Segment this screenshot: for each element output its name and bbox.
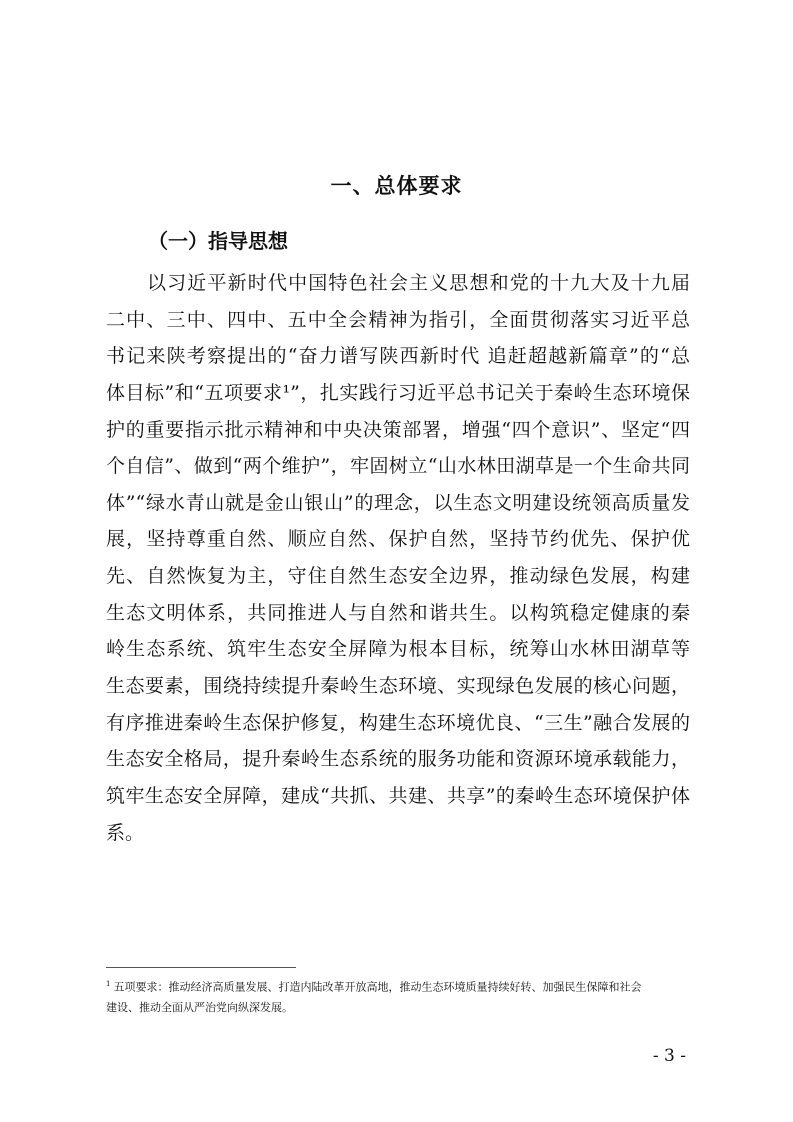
sub-title: （一）指导思想 [148, 229, 288, 253]
footnote-marker: 1 [106, 980, 111, 988]
footnote-divider [106, 967, 296, 968]
paragraph-line: 个自信”、做到“两个维护”，牢固树立“山水林田湖草是一个生命共同 [106, 455, 690, 478]
paragraph-line: 系。 [106, 821, 145, 844]
footnote-line [106, 974, 696, 998]
paragraph-line: 体目标”和“五项要求¹”，扎实践行习近平总书记关于秦岭生态环境保 [106, 381, 690, 404]
section-title: 一、总体要求 [330, 174, 463, 198]
paragraph-line: 筑牢生态安全屏障，建成“共抓、共建、共享”的秦岭生态环境保护体 [106, 784, 690, 807]
footnote-text: 五项要求：推动经济高质量发展、打造内陆改革开放高地，推动生态环境质量持续好转、加强民生保障和社会 [113, 980, 642, 994]
paragraph-line: 生态文明体系，共同推进人与自然和谐共生。以构筑稳定健康的秦 [106, 601, 690, 624]
paragraph-line: 以习近平新时代中国特色社会主义思想和党的十九大及十九届 [147, 272, 690, 294]
paragraph-line: 生态要素，围绕持续提升秦岭生态环境、实现绿色发展的核心问题， [106, 675, 690, 698]
paragraph-line: 有序推进秦岭生态保护修复，构建生态环境优良、“三生”融合发展的 [106, 711, 690, 734]
page-number: - 3 - [652, 1046, 686, 1066]
paragraph-line: 护的重要指示批示精神和中央决策部署，增强“四个意识”、坚定“四 [106, 418, 690, 441]
footnote [106, 974, 696, 1018]
paragraph-line: 先、自然恢复为主，守住自然生态安全边界，推动绿色发展，构建 [106, 565, 690, 588]
body-paragraph [106, 265, 690, 851]
paragraph-line: 体”“绿水青山就是金山银山”的理念，以生态文明建设统领高质量发 [106, 491, 690, 514]
paragraph-line: 书记来陕考察提出的“奋力谱写陕西新时代 追赶超越新篇章”的“总 [106, 345, 690, 368]
footnote-line: 建设、推动全面从严治党向纵深发展。 [106, 1000, 293, 1014]
paragraph-line: 生态安全格局，提升秦岭生态系统的服务功能和资源环境承载能力， [106, 748, 690, 771]
paragraph-line: 展，坚持尊重自然、顺应自然、保护自然，坚持节约优先、保护优 [106, 528, 690, 551]
paragraph-line: 岭生态系统、筑牢生态安全屏障为根本目标，统筹山水林田湖草等 [106, 638, 690, 661]
paragraph-line: 二中、三中、四中、五中全会精神为指引，全面贯彻落实习近平总 [106, 308, 690, 331]
